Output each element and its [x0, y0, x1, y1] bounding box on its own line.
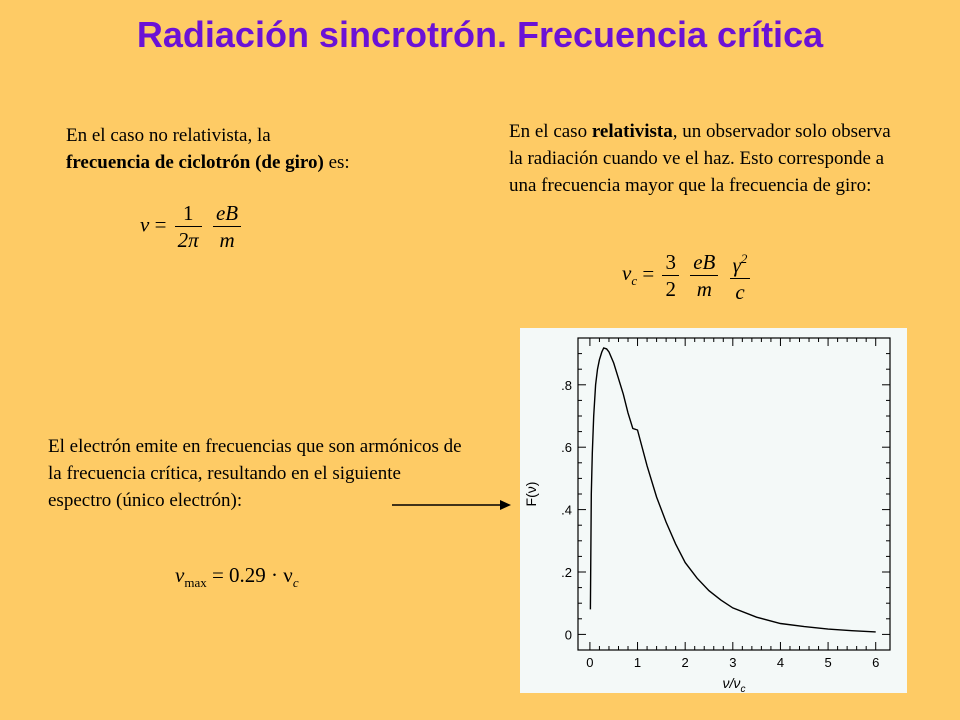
y-tick-label: .6	[561, 440, 572, 456]
x-tick-label: 4	[776, 655, 785, 670]
eq2-num1: 3	[662, 249, 679, 276]
slide-title: Radiación sincrotrón. Frecuencia crítica	[136, 14, 824, 55]
nonrel-bold-term: frecuencia de ciclotrón (de giro)	[66, 152, 324, 173]
spectrum-curve	[590, 348, 875, 632]
eq2-lhs-sub: c	[631, 273, 638, 289]
x-tick-label: 3	[729, 655, 737, 670]
rel-text-2: , un observador solo observa la radiación cuando ve el haz. Esto corresponde a una frecuencia mayor que la frecuencia de giro:	[509, 121, 891, 196]
x-tick-label: 6	[872, 655, 880, 670]
x-axis-label-sub: c	[740, 684, 746, 693]
rel-bold-term: relativista	[591, 121, 673, 142]
eq1-num1: 1	[175, 200, 202, 227]
plot-frame	[578, 338, 890, 650]
y-tick-label: .4	[561, 502, 572, 518]
eq2-num2: eB	[690, 249, 718, 276]
x-tick-label: 2	[681, 655, 689, 670]
nonrel-text-1: En el caso no relativista, la	[66, 125, 271, 146]
eq2-nu: ν	[622, 261, 632, 286]
eq1-den1: 2π	[177, 228, 199, 252]
eq1-equals: =	[154, 212, 167, 237]
spectrum-chart-svg	[520, 328, 907, 693]
eq3-lhs-sub: max	[184, 575, 207, 590]
y-tick-label: .2	[561, 565, 572, 580]
eq2-equals: =	[642, 261, 655, 286]
eq1-den2: m	[219, 228, 235, 252]
y-tick-label: .8	[561, 377, 572, 393]
x-tick-label: 1	[633, 655, 642, 670]
arrow-head	[500, 500, 511, 510]
x-tick-label: 0	[586, 655, 594, 670]
eq2-gamma: γ	[732, 253, 741, 277]
eq3-nu: ν	[175, 563, 185, 587]
spectrum-paragraph: El electrón emite en frecuencias que son armónicos de la frecuencia crítica, resultando en el siguiente espectro (único electrón):	[48, 436, 462, 511]
y-axis-label: F(ν)	[523, 481, 539, 507]
x-tick-label: 5	[824, 655, 832, 670]
eq3-rhs-sub: c	[292, 575, 299, 590]
eq2-den2: m	[696, 277, 712, 301]
eq2-den1: 2	[665, 277, 676, 301]
rel-text-1: En el caso	[509, 121, 592, 142]
eq1-lhs: ν	[140, 212, 150, 237]
eq2-gamma-sup: 2	[740, 251, 748, 266]
eq2-den3: c	[735, 280, 745, 304]
y-tick-label: 0	[564, 627, 572, 643]
spectrum-chart	[520, 328, 907, 693]
eq1-num2: eB	[213, 200, 241, 227]
eq3-rhs: = 0.29 · ν	[211, 563, 293, 587]
nonrel-text-2: es:	[323, 152, 350, 173]
x-axis-label: $\nu/\nu_c$	[722, 675, 746, 693]
